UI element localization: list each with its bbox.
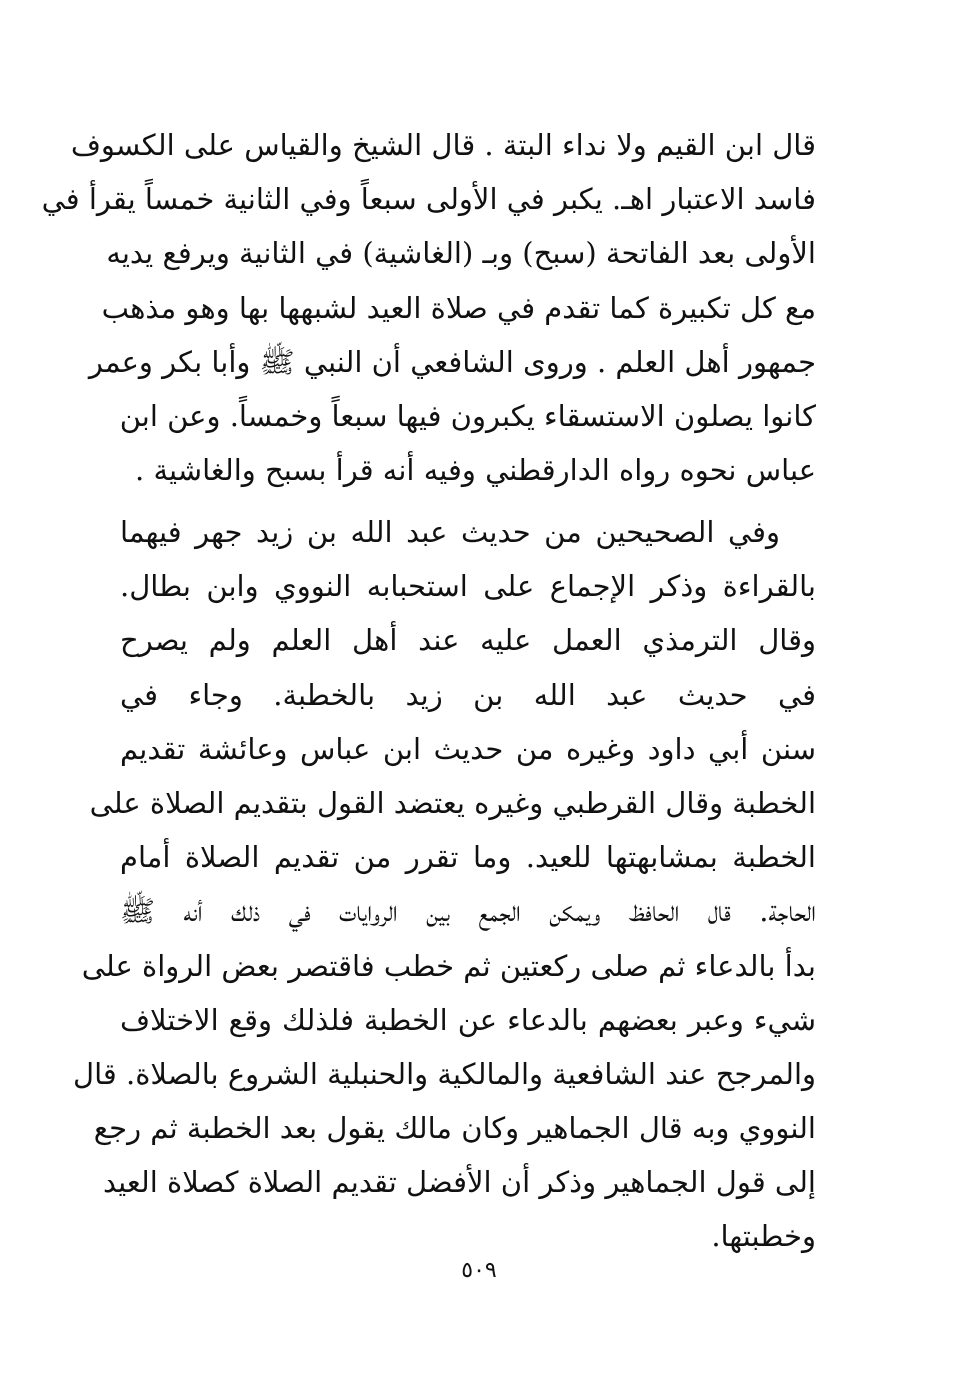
text-line: والمرجح عند الشافعية والمالكية والحنبلية الشروع بالصلاة. قال: [73, 1056, 816, 1091]
text-line: الحاجة. قال الحافظ ويمكن الجمع بين الروايات في ذلك أنه ﷺ: [120, 894, 816, 929]
text-line: كانوا يصلون الاستسقاء يكبرون فيها سبعاً وخمساً. وعن ابن: [119, 398, 816, 433]
text-line: مع كل تكبيرة كما تقدم في صلاة العيد لشبهها بها وهو مذهب: [101, 290, 816, 325]
text-line: بدأ بالدعاء ثم صلى ركعتين ثم خطب فاقتصر بعض الرواة على: [81, 948, 816, 983]
text-line: قال ابن القيم ولا نداء البتة . قال الشيخ والقياس على الكسوف: [70, 128, 816, 162]
text-line: سنن أبي داود وغيره من حديث ابن عباس وعائشة تقديم: [120, 731, 816, 766]
text-line: وخطبتها.: [711, 1219, 816, 1254]
text-line: الخطبة وقال القرطبي وغيره يعتضد القول بتقديم الصلاة على: [89, 785, 816, 820]
text-line: إلى قول الجماهير وذكر أن الأفضل تقديم الصلاة كصلاة العيد: [102, 1165, 816, 1200]
text-line: في حديث عبد الله بن زيد بالخطبة. وجاء في: [120, 677, 816, 712]
text-line: وفي الصحيحين من حديث عبد الله بن زيد جهر فيهما: [120, 515, 780, 549]
page-number: ٥٠٩: [461, 1258, 497, 1283]
text-line: وقال الترمذي العمل عليه عند أهل العلم ولم يصرح: [120, 623, 816, 658]
text-line: شيء وعبر بعضهم بالدعاء عن الخطبة فلذلك وقع الاختلاف: [120, 1002, 816, 1037]
text-line: النووي وبه قال الجماهير وكان مالك يقول بعد الخطبة ثم رجع: [93, 1111, 816, 1146]
text-line: الخطبة بمشابهتها للعيد. وما تقرر من تقديم الصلاة أمام: [120, 840, 816, 875]
text-line: عباس نحوه رواه الدارقطني وفيه أنه قرأ بسبح والغاشية .: [135, 453, 816, 488]
text-line: فاسد الاعتبار اهـ. يكبر في الأولى سبعاً وفي الثانية خمساً يقرأ في: [41, 182, 816, 217]
text-line: الأولى بعد الفاتحة (سبح) وبـ (الغاشية) في الثانية ويرفع يديه: [106, 236, 816, 271]
paragraph-1: [41, 118, 816, 497]
text-line: جمهور أهل العلم . وروى الشافعي أن النبي ﷺ وأبا بكر وعمر: [88, 344, 816, 379]
text-line: بالقراءة وذكر الإجماع على استحبابه النووي وابن بطال.: [120, 569, 816, 604]
paragraph-2: [73, 505, 816, 1264]
